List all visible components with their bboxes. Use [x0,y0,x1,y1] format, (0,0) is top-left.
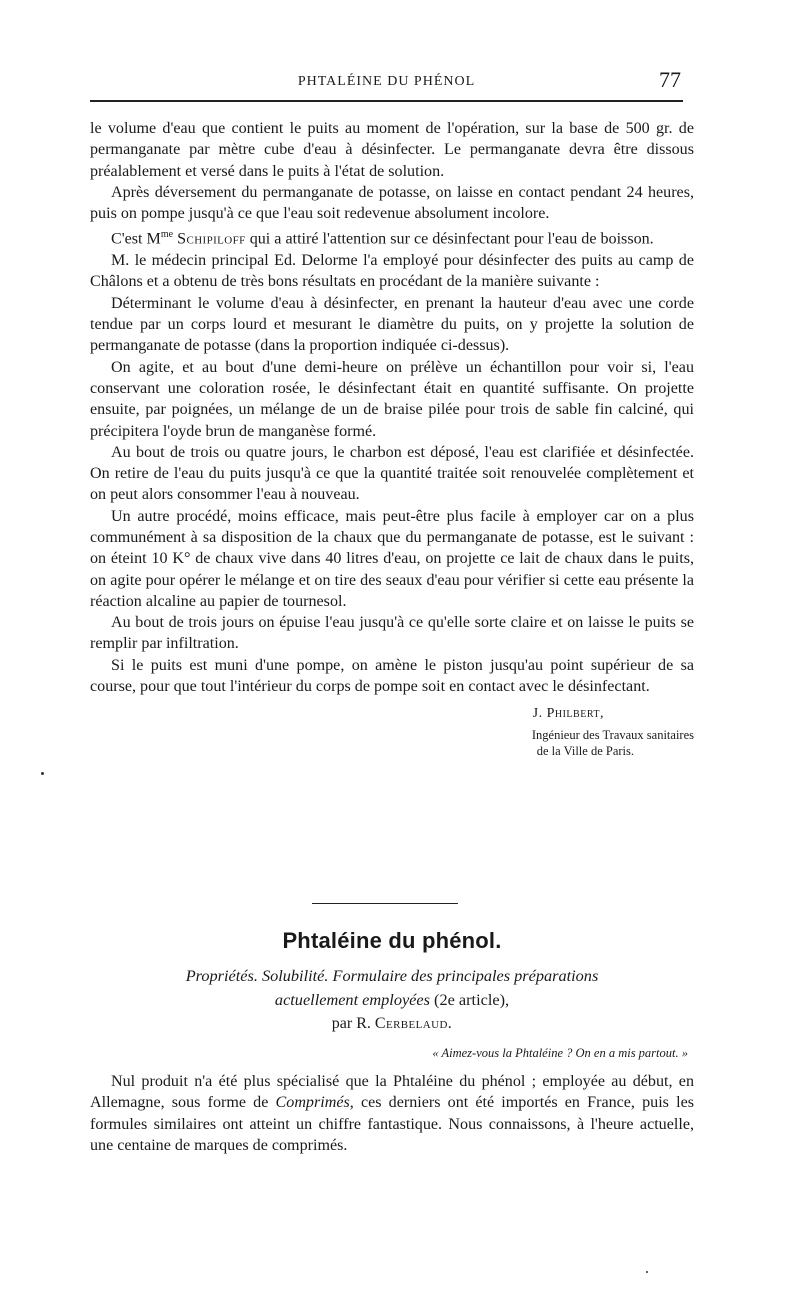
paragraph: Au bout de trois ou quatre jours, le charbon est déposé, l'eau est clarifiée et désinfectée. On retire de l'eau du puits jusqu'à ce que la quantité traitée soit renouvelée complètement et on peut alors consommer l'eau à nouveau. [90,443,694,504]
running-title: PHTALÉINE DU PHÉNOL [297,74,476,89]
paragraph: Un autre procédé, moins efficace, mais peut-être plus facile à employer car on a plus communément à sa disposition de la chaux que du permanganate de potasse, est le suivant : on éteint 10 K° de chaux vive dans 40 litres d'eau, on projette ce lait de chaux dans le puits, on agite pour opérer le mélange et on tire des seaux d'eau pour vérifier si cette eau présente la réaction alcaline au papier de tournesol. [90,507,694,610]
article-author [90,1015,694,1033]
subtitle-italic: actuellement employées [274,990,430,1009]
paragraph: le volume d'eau que contient le puits au moment de l'opération, sur la base de 500 gr. de permanganate par mètre cube d'eau à désinfecter. Le permanganate devra être dissous préalablement et versé dans le puits à l'état de solution. [90,120,694,180]
margin-speck [646,1271,648,1273]
paragraph: M. le médecin principal Ed. Delorme l'a employé pour désinfecter des puits au camp de Châlons et a obtenu de très bons résultats en procédant de la manière suivante : [90,252,694,291]
text-fragment: qui a attiré l'attention sur ce désinfectant pour l'eau de boisson. [245,230,654,248]
article-title: Phtaléine du phénol. [282,928,502,953]
text-fragment: , ces derniers ont été importés en France, puis les formules similaires ont atteint un chiffre fantastique. Nous connaissons, à l'heure actuelle, une centaine de marques de comprimés. [90,1094,694,1154]
superscript: me [160,229,174,241]
article-subtitle [90,964,694,1012]
paragraph: On agite, et au bout d'une demi-heure on prélève un échantillon pour voir si, l'eau conservant une coloration rosée, le désinfectant était en quantité suffisante. On projette ensuite, par poignées, un mélange de un de braise pilée pour trois de sable fin calciné, qui précipitera l'oyde brun de manganèse formé. [90,358,694,440]
paragraph-intro [90,1071,694,1156]
signature-title: de la Ville de Paris. [536,744,634,759]
subtitle-rest: (2e article), [429,990,510,1009]
paragraph: Si le puits est muni d'une pompe, on amène le piston jusqu'au point supérieur de sa course, pour que tout l'intérieur du corps de pompe soit en contact avec le désinfectant. [90,656,694,696]
article-body [90,1071,694,1156]
subtitle-line [90,988,694,1012]
signature-block [90,703,694,761]
signature-title: Ingénieur des Travaux sanitaires [531,728,694,743]
article-continuation [90,118,694,761]
subtitle-line: Propriétés. Solubilité. Formulaire des principales préparations [185,966,599,985]
person-name: Schipiloff [177,230,246,248]
page-number: 77 [659,67,681,92]
running-header [90,66,683,102]
author-prefix: par R. [331,1015,375,1032]
epigraph: « Aimez-vous la Phtaléine ? On en a mis partout. » [432,1046,688,1060]
paragraph-schipiloff [90,224,694,250]
margin-speck [41,772,44,775]
paragraph: Au bout de trois jours on épuise l'eau jusqu'à ce qu'elle sorte claire et on laisse le puits se remplir par infiltration. [90,614,694,653]
paragraph: Déterminant le volume d'eau à désinfecter, en prenant la hauteur d'eau avec une corde tendue par un corps lourd et mesurant le diamètre du puits, on y projette la solution de permanganate de potasse (dans la proportion indiquée ci-dessus). [90,294,694,355]
text-fragment: Nul produit n'a été plus spécialisé que la Phtaléine du phénol ; employée au début, en Allemagne, sous forme de [90,1073,694,1112]
paragraph: Après déversement du permanganate de potasse, on laisse en contact pendant 24 heures, puis on pompe jusqu'à ce que l'eau soit redevenue absolument incolore. [90,183,694,223]
section-divider [312,903,458,904]
signature-name: J. Philbert, [532,706,604,722]
emphasis: Comprimés [275,1094,350,1112]
text-fragment: C'est M [111,230,161,248]
author-name: Cerbelaud. [374,1015,453,1032]
